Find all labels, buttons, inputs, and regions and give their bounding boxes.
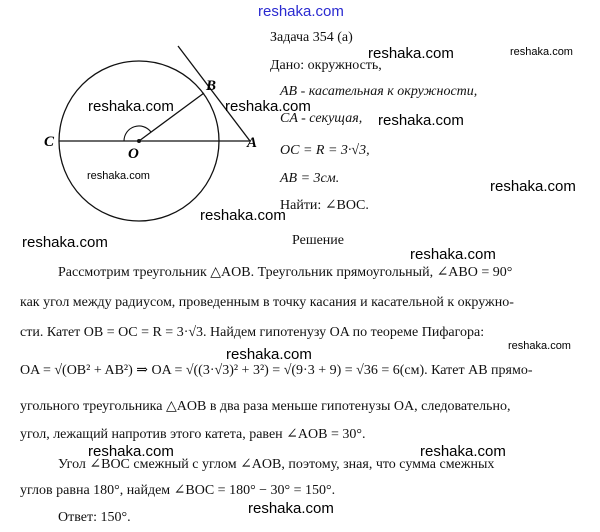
watermark: reshaka.com: [88, 98, 174, 115]
label-C: C: [44, 134, 55, 150]
watermark: reshaka.com: [226, 346, 312, 363]
solution-line-8: углов равна 180°, найдем ∠BOC = 180° − 30° = 150°.: [20, 483, 336, 498]
watermark: reshaka.com: [410, 246, 496, 263]
watermark: reshaka.com: [225, 98, 311, 115]
solution-line-4: OA = √(OB² + AB²) ⇒ OA = √((3·√3)² + 3²) = √(9·3 + 9) = √36 = 6(см). Катет AB прямо-: [20, 363, 533, 378]
angle-arc-BOC: [124, 126, 151, 141]
watermark: reshaka.com: [22, 234, 108, 251]
center-point-O: [137, 139, 141, 143]
solution-heading: Решение: [292, 233, 345, 248]
label-B: B: [206, 78, 217, 94]
solution-line-1: Рассмотрим треугольник △AOB. Треугольник прямоугольный, ∠ABO = 90°: [58, 265, 513, 280]
watermark: reshaka.com: [508, 340, 571, 352]
given-line-4: OC = R = 3·√3,: [280, 143, 370, 158]
answer-line: Ответ: 150°.: [58, 510, 131, 525]
solution-line-3: сти. Катет OB = OC = R = 3·√3. Найдем гипотенузу OA по теореме Пифагора:: [20, 325, 485, 340]
watermark: reshaka.com: [87, 170, 150, 182]
watermark: reshaka.com: [248, 500, 334, 517]
watermark: reshaka.com: [510, 46, 573, 58]
task-title: Задача 354 (а): [270, 30, 353, 45]
watermark: reshaka.com: [368, 45, 454, 62]
watermark: reshaka.com: [490, 178, 576, 195]
label-O: O: [128, 146, 139, 162]
label-A: A: [247, 135, 258, 151]
solution-line-7: Угол ∠BOC смежный с углом ∠AOB, поэтому, зная, что сумма смежных: [58, 457, 495, 472]
solution-line-2: как угол между радиусом, проведенным в точку касания и касательной к окружно-: [20, 295, 514, 310]
watermark: reshaka.com: [200, 207, 286, 224]
given-line-2: AB - касательная к окружности,: [280, 84, 478, 99]
given-line-5: AB = 3см.: [280, 171, 340, 186]
given-line-6: Найти: ∠BOC.: [280, 198, 369, 213]
watermark-top: reshaka.com: [258, 3, 344, 20]
watermark: reshaka.com: [88, 443, 174, 460]
given-line-1: Дано: окружность,: [270, 58, 382, 73]
given-line-3: CA - секущая,: [280, 111, 363, 126]
solution-line-6: угол, лежащий напротив этого катета, равен ∠AOB = 30°.: [20, 427, 366, 442]
watermark: reshaka.com: [378, 112, 464, 129]
watermark: reshaka.com: [420, 443, 506, 460]
solution-line-5: угольного треугольника △AOB в два раза меньше гипотенузы OA, следовательно,: [20, 399, 511, 414]
